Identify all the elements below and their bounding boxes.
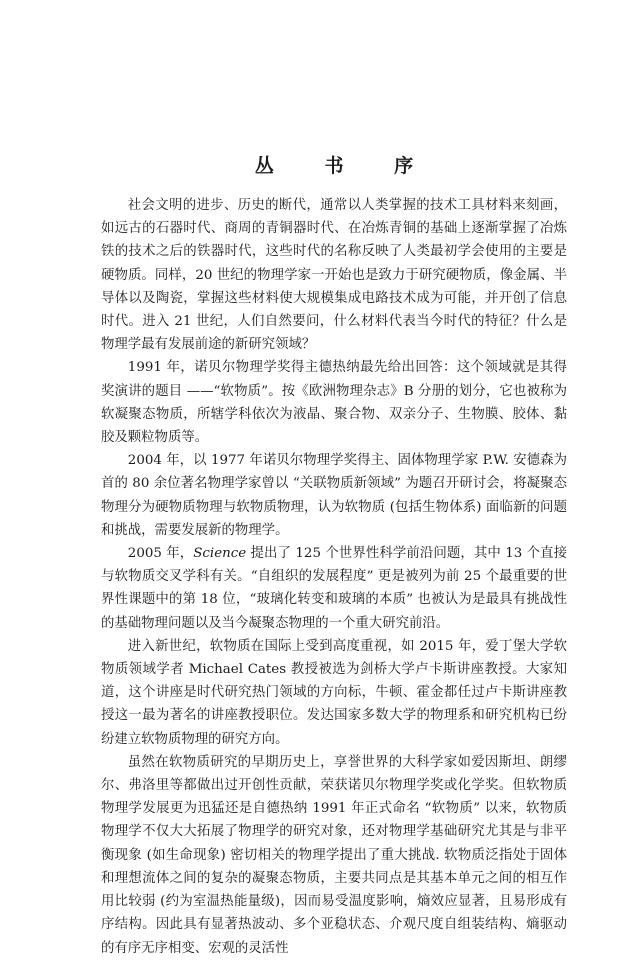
paragraph-4-rest: “自组织的发展程度” 更是被列为前 25 个最重要的世界性课题中的第 18 位，“玻璃化转变和玻璃的本质” 也被认为是最具有挑战性的基础物理问题以及当今凝聚态物理的一个重大研究前沿。 — [101, 569, 567, 631]
paragraph-4-prefix: 2005 年， — [127, 546, 194, 562]
paragraph-1: 社会文明的进步、历史的断代，通常以人类掌握的技术工具材料来刻画，如远古的石器时代、商周的青铜器时代、在冶炼青铜的基础上逐渐掌握了冶炼铁的技术之后的铁器时代，这些时代的名称反映了人类最初学会使用的主要是硬物质。同样，20 世纪的物理学家一开始也是致力于研究硬物质，像金属、半导体以及陶瓷，掌握这些材料使大规模集成电路技术成为可能，并开创了信息时代。进入 21 世纪，人们自然要问，什么材料代表当今时代的特征？什么是物理学最有发展前途的新研究领域？ — [101, 198, 567, 353]
paragraph-2: 1991 年，诺贝尔物理学奖得主德热纳最先给出回答：这个领域就是其得奖演讲的题目 ——“软物质”。按《欧洲物理杂志》B 分册的划分，它也被称为软凝聚态物质，所辖学科依次为液晶、聚合物、双亲分子、生物膜、胶体、黏胶及颗粒物质等。 — [101, 360, 567, 446]
page-title: 丛 书 序 — [254, 155, 436, 177]
page-body — [101, 152, 567, 960]
paragraph-4-suffix: 提出了 125 个世界性科学前沿问题，其中 13 个直接与软物质交叉学科有关。 — [101, 546, 567, 585]
paragraph-5: 进入新世纪，软物质在国际上受到高度重视，如 2015 年，爱丁堡大学软物质领域学者 Michael Cates 教授被选为剑桥大学卢卡斯讲座教授。大家知道，这个讲座是时代研究热门领域的方向标，牛顿、霍金都任过卢卡斯讲座教授这一最为著名的讲座教授职位。发达国家多数大学的物理系和研究机构已纷纷建立软物质物理的研究方向。 — [101, 638, 567, 747]
paragraph-3: 2004 年，以 1977 年诺贝尔物理学奖得主、固体物理学家 P.W. 安德森为首的 80 余位著名物理学家曾以 “关联物质新领域” 为题召开研讨会，将凝聚态物理分为硬物质物理与软物质物理，认为软物质 (包括生物体系) 面临新的问题和挑战，需要发展新的物理学。 — [101, 453, 567, 538]
paragraph-4 — [101, 542, 567, 635]
paragraph-6: 虽然在软物质研究的早期历史上，享誉世界的大科学家如爱因斯坦、朗缪尔、弗洛里等都做出过开创性贡献，荣获诺贝尔物理学奖或化学奖。但软物质物理学发展更为迅猛还是自德热纳 1991 年正式命名 “软物质” 以来，软物质物理学不仅大大拓展了物理学的研究对象，还对物理学基础研究尤其是与非平衡现象 (如生命现象) 密切相关的物理学提出了重大挑战. 软物质泛指处于固体和理想流体之间的复杂的凝聚态物质，主要共同点是其基本单元之间的相互作用比较弱 (约为室温热能量级)，因而易受温度影响，熵效应显著，且易形成有序结构。因此具有显著热波动、多个亚稳状态、介观尺度自组装结构、熵驱动的有序无序相变、宏观的灵活性 — [101, 754, 567, 956]
journal-name: Science — [193, 546, 247, 562]
